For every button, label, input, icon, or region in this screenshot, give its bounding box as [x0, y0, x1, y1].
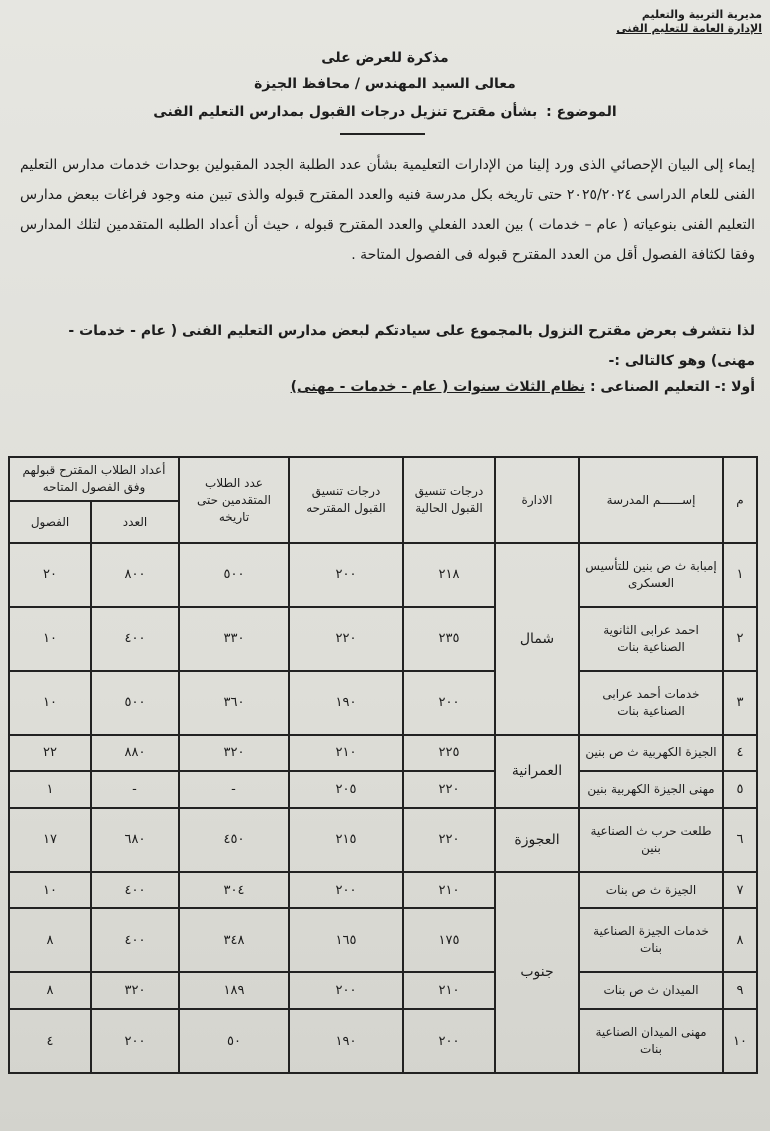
row-school: الجيزة ث ص بنات [579, 872, 723, 909]
row-proposed: ٢١٥ [289, 808, 403, 872]
row-num: ٤ [723, 735, 757, 772]
row-applicants: ١٨٩ [179, 972, 289, 1009]
header-count: العدد [91, 501, 179, 543]
table-row [9, 771, 757, 808]
header-school: إســــــم المدرسة [579, 457, 723, 543]
org-line-general-admin: الإدارة العامة للتعليم الفنى [616, 22, 762, 35]
row-current: ٢٣٥ [403, 607, 495, 671]
table-row [9, 972, 757, 1009]
table-row [9, 1009, 757, 1073]
row-num: ٣ [723, 671, 757, 735]
admin-umraniya: العمرانية [495, 735, 579, 808]
row-school: طلعت حرب ث الصناعية بنين [579, 808, 723, 872]
row-school: إمبابة ث ص بنين للتأسيس العسكرى [579, 543, 723, 607]
row-count: ٤٠٠ [91, 607, 179, 671]
row-classes: ١٠ [9, 607, 91, 671]
row-classes: ١٧ [9, 808, 91, 872]
row-count: ٥٠٠ [91, 671, 179, 735]
table-row [9, 735, 757, 772]
row-school: الميدان ث ص بنات [579, 972, 723, 1009]
row-applicants: ٤٥٠ [179, 808, 289, 872]
header-classes: الفصول [9, 501, 91, 543]
admin-north: شمال [495, 543, 579, 735]
row-count: ٤٠٠ [91, 872, 179, 909]
row-proposed: ٢٢٠ [289, 607, 403, 671]
header-proposed-grades: درجات تنسيق القبول المقترحه [289, 457, 403, 543]
row-classes: ١٠ [9, 872, 91, 909]
row-num: ٦ [723, 808, 757, 872]
row-school: خدمات الجيزة الصناعية بنات [579, 908, 723, 972]
row-classes: ٤ [9, 1009, 91, 1073]
row-applicants: ٣٢٠ [179, 735, 289, 772]
header-current-grades: درجات تنسيق القبول الحالية [403, 457, 495, 543]
memo-request-paragraph: لذا نتشرف بعرض مقترح النزول بالمجموع على سيادتكم لبعض مدارس التعليم الفنى ( عام - خدمات - مهنى) وهو كالتالى :- [68, 323, 755, 369]
row-current: ٢٢٥ [403, 735, 495, 772]
row-proposed: ٢٠٠ [289, 872, 403, 909]
section-first-label: أولا :- التعليم الصناعى : [589, 379, 755, 395]
row-classes: ١ [9, 771, 91, 808]
section-first-heading [20, 379, 755, 395]
row-classes: ٨ [9, 972, 91, 1009]
section-first-text: نظام الثلاث سنوات ( عام - خدمات - مهنى) [290, 379, 586, 395]
row-current: ٢١٠ [403, 972, 495, 1009]
row-count: ٦٨٠ [91, 808, 179, 872]
row-classes: ٢٢ [9, 735, 91, 772]
row-count: ٣٢٠ [91, 972, 179, 1009]
row-num: ٢ [723, 607, 757, 671]
row-proposed: ٢١٠ [289, 735, 403, 772]
row-proposed: ١٩٠ [289, 1009, 403, 1073]
admin-agouza: العجوزة [495, 808, 579, 872]
row-applicants: ٥٠ [179, 1009, 289, 1073]
row-num: ١٠ [723, 1009, 757, 1073]
memo-title: مذكرة للعرض على [321, 50, 449, 66]
admin-south: جنوب [495, 872, 579, 1073]
row-current: ٢٢٠ [403, 771, 495, 808]
row-school: الجيزة الكهربية ث ص بنين [579, 735, 723, 772]
row-proposed: ١٦٥ [289, 908, 403, 972]
row-num: ٩ [723, 972, 757, 1009]
row-current: ١٧٥ [403, 908, 495, 972]
row-applicants: ٥٠٠ [179, 543, 289, 607]
row-num: ٨ [723, 908, 757, 972]
header-divider [340, 133, 425, 135]
table-row [9, 908, 757, 972]
row-current: ٢٢٠ [403, 808, 495, 872]
table-row [9, 872, 757, 909]
row-count: ٨٨٠ [91, 735, 179, 772]
row-num: ١ [723, 543, 757, 607]
row-applicants: - [179, 771, 289, 808]
memo-recipient: معالى السيد المهندس / محافظ الجيزة [254, 76, 516, 92]
row-classes: ٨ [9, 908, 91, 972]
table-row [9, 808, 757, 872]
row-applicants: ٣٣٠ [179, 607, 289, 671]
table-row [9, 671, 757, 735]
row-school: مهنى الميدان الصناعية بنات [579, 1009, 723, 1073]
row-proposed: ٢٠٠ [289, 543, 403, 607]
row-school: خدمات أحمد عرابى الصناعية بنات [579, 671, 723, 735]
table-row [9, 543, 757, 607]
row-count: - [91, 771, 179, 808]
row-proposed: ٢٠٠ [289, 972, 403, 1009]
row-current: ٢٠٠ [403, 1009, 495, 1073]
subject-text: بشأن مقترح تنزيل درجات القبول بمدارس التعليم الفنى [153, 104, 538, 120]
row-school: مهنى الجيزة الكهربية بنين [579, 771, 723, 808]
header-applicants: عدد الطلاب المتقدمين حتى تاريخه [179, 457, 289, 543]
row-classes: ١٠ [9, 671, 91, 735]
header-capacity: أعداد الطلاب المقترح قبولهم وفق الفصول المتاحه [9, 457, 179, 501]
row-count: ٨٠٠ [91, 543, 179, 607]
row-proposed: ٢٠٥ [289, 771, 403, 808]
schools-table [8, 456, 758, 1074]
memo-subject [0, 104, 770, 120]
row-count: ٢٠٠ [91, 1009, 179, 1073]
row-num: ٧ [723, 872, 757, 909]
row-classes: ٢٠ [9, 543, 91, 607]
row-school: احمد عرابى الثانوية الصناعية بنات [579, 607, 723, 671]
org-line-directorate: مديرية التربية والتعليم [641, 8, 762, 21]
row-num: ٥ [723, 771, 757, 808]
row-proposed: ١٩٠ [289, 671, 403, 735]
header-num: م [723, 457, 757, 543]
header-admin: الادارة [495, 457, 579, 543]
row-applicants: ٣٤٨ [179, 908, 289, 972]
row-current: ٢٠٠ [403, 671, 495, 735]
row-applicants: ٣٦٠ [179, 671, 289, 735]
memo-body-paragraph: إيماء إلى البيان الإحصائي الذى ورد إلينا من الإدارات التعليمية بشأن عدد الطلبة الجدد المقبولين بوحدات خدمات مدارس التعليم الفنى للعام الدراسى ٢٠٢٥/٢٠٢٤ حتى تاريخه بكل مدرسة فنيه والعدد المقترح قبوله والذى تبين منه وجود فراغات ببعض مدارس التعليم الفنى بنوعياته ( عام – خدمات ) بين العدد الفعلي والعدد المقترح قبوله ، حيث أن أعداد الطلبه المتقدمين لتلك المدارس وفقا لكثافة الفصول أقل من العدد المقترح قبوله فى الفصول المتاحة . [20, 157, 756, 263]
row-count: ٤٠٠ [91, 908, 179, 972]
row-current: ٢١٠ [403, 872, 495, 909]
subject-label: الموضوع : [546, 104, 617, 120]
row-current: ٢١٨ [403, 543, 495, 607]
organization-header [562, 8, 762, 36]
table-row [9, 607, 757, 671]
row-applicants: ٣٠٤ [179, 872, 289, 909]
